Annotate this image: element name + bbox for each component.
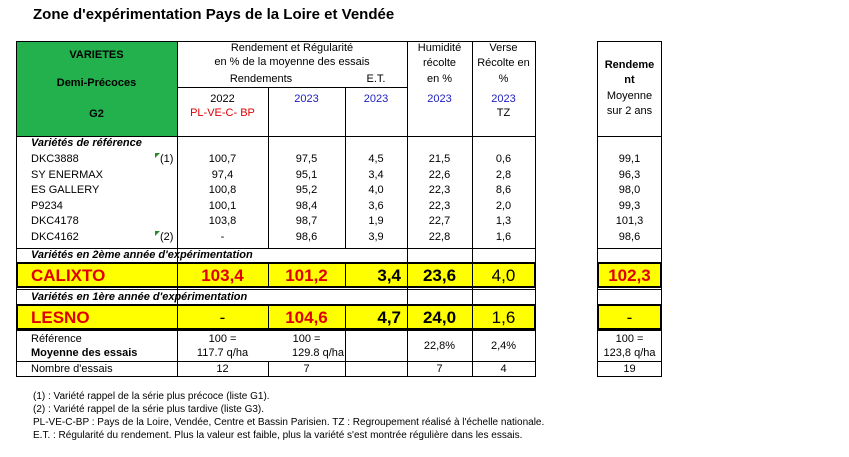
calixto-name: CALIXTO [31, 266, 106, 285]
calixto-verse: 4,0 [491, 266, 516, 285]
reference-cell-et: 4,0 [368, 184, 384, 196]
lesno-hum: 24,0 [422, 308, 457, 327]
nb-2022: 12 [216, 363, 229, 375]
rendements-header: Rendements [229, 73, 293, 85]
group-label: G2 [89, 108, 104, 120]
humidite-header-3: en % [426, 73, 453, 85]
reference-cell-hum: 22,6 [428, 169, 451, 181]
reference-cell-avg: 98,0 [618, 184, 641, 196]
rend-reg-subheader: en % de la moyenne des essais [214, 56, 370, 68]
year-2023-hum: 2023 [427, 93, 452, 105]
lesno-verse: 1,6 [491, 308, 516, 327]
reference-label: Référence [31, 333, 82, 345]
reference-variety-name: P9234 [31, 200, 63, 212]
right-header-1: Rendeme [604, 59, 655, 71]
reference-note: (2) [160, 231, 174, 243]
nb-2023: 7 [303, 363, 310, 375]
right-header-2: nt [624, 74, 635, 86]
reference-cell-avg: 96,3 [618, 169, 641, 181]
note-3: PL-VE-C-BP : Pays de la Loire, Vendée, Centre et Bassin Parisien. TZ : Regroupement réalisé à l'échelle nationale. [33, 417, 545, 428]
reference-cell-verse: 8,6 [495, 184, 512, 196]
calixto-et: 3,4 [377, 266, 401, 285]
reference-cell-hum: 22,3 [428, 184, 451, 196]
ref-2023-l2: 129.8 q/ha [292, 347, 344, 359]
year-2022-zone: PL-VE-C- BP [190, 107, 255, 119]
year-2023-rend: 2023 [294, 93, 319, 105]
section-reference: Variétés de référence [31, 137, 142, 149]
lesno-2022: - [219, 308, 226, 327]
reference-cell-hum: 22,3 [428, 200, 451, 212]
reference-variety-name: DKC3888 [31, 153, 79, 165]
et-header: E.T. [366, 73, 386, 85]
reference-cell-verse: 2,8 [495, 169, 512, 181]
reference-cell-hum: 22,8 [428, 231, 451, 243]
reference-cell-hum: 22,7 [428, 215, 451, 227]
lesno-2023: 104,6 [285, 308, 328, 327]
reference-variety-name: DKC4162 [31, 231, 79, 243]
reference-cell-r2023: 95,1 [295, 169, 318, 181]
calixto-avg: 102,3 [608, 266, 651, 285]
lesno-et: 4,7 [377, 308, 401, 327]
reference-variety-name: ES GALLERY [31, 184, 100, 196]
note-1: (1) : Variété rappel de la série plus précoce (liste G1). [33, 391, 270, 402]
reference-cell-et: 1,9 [368, 215, 384, 227]
page-title: Zone d'expérimentation Pays de la Loire et Vendée [33, 6, 395, 23]
reference-cell-et: 4,5 [368, 153, 384, 165]
reference-cell-et: 3,4 [368, 169, 384, 181]
year-2023-verse: 2023 [491, 93, 516, 105]
reference-cell-r2022: 97,4 [211, 169, 234, 181]
ref-2022-l1: 100 = [208, 333, 237, 345]
comment-marker-icon [155, 231, 160, 236]
ref-hum: 22,8% [423, 340, 456, 352]
note-2: (2) : Variété rappel de la série plus tardive (liste G3). [33, 404, 265, 415]
nb-avg: 19 [623, 363, 636, 375]
comment-marker-icon [155, 153, 160, 158]
varietes-label: VARIETES [69, 49, 124, 61]
tz-label: TZ [496, 107, 511, 119]
reference-cell-avg: 99,1 [618, 153, 641, 165]
reference-cell-r2022: - [220, 231, 225, 243]
calixto-2022: 103,4 [201, 266, 244, 285]
reference-cell-r2023: 97,5 [295, 153, 318, 165]
reference-cell-r2022: 100,7 [208, 153, 237, 165]
reference-cell-verse: 1,3 [495, 215, 512, 227]
reference-cell-avg: 101,3 [615, 215, 644, 227]
year-2023-et: 2023 [363, 93, 389, 105]
reference-cell-r2022: 103,8 [208, 215, 237, 227]
reference-variety-name: DKC4178 [31, 215, 79, 227]
reference-cell-et: 3,6 [368, 200, 384, 212]
reference-cell-avg: 98,6 [618, 231, 641, 243]
reference-cell-verse: 0,6 [495, 153, 512, 165]
verse-header-2: Récolte en [477, 57, 530, 69]
humidite-header-2: récolte [422, 57, 457, 69]
humidite-header: Humidité [417, 42, 462, 54]
verse-header: Verse [489, 42, 518, 54]
lesno-name: LESNO [31, 308, 90, 327]
reference-cell-r2023: 98,7 [295, 215, 318, 227]
calixto-hum: 23,6 [422, 266, 457, 285]
reference-cell-verse: 2,0 [495, 200, 512, 212]
calixto-2023: 101,2 [285, 266, 328, 285]
reference-cell-r2022: 100,8 [208, 184, 237, 196]
reference-cell-et: 3,9 [368, 231, 384, 243]
lesno-avg: - [626, 308, 633, 327]
ref-verse: 2,4% [490, 340, 517, 352]
note-4: E.T. : Régularité du rendement. Plus la valeur est faible, plus la variété s'est montrée régulière dans les essais. [33, 430, 523, 441]
year-2022: 2022 [210, 93, 235, 105]
reference-cell-r2023: 95,2 [295, 184, 318, 196]
reference-cell-hum: 21,5 [428, 153, 451, 165]
ref-2022-l2: 117.7 q/ha [196, 347, 249, 359]
nb-verse: 4 [500, 363, 507, 375]
right-header-3: Moyenne [606, 90, 653, 102]
section-1st-year: Variétés en 1ère année d'expérimentation [31, 291, 248, 303]
reference-variety-name: SY ENERMAX [31, 169, 103, 181]
reference-cell-avg: 99,3 [618, 200, 641, 212]
right-header-4: sur 2 ans [606, 105, 653, 117]
moyenne-label: Moyenne des essais [31, 347, 138, 359]
nb-hum: 7 [436, 363, 443, 375]
section-2nd-year: Variétés en 2ème année d'expérimentation [31, 249, 253, 261]
verse-header-3: % [498, 73, 509, 85]
nb-essais-label: Nombre d'essais [31, 363, 113, 375]
reference-cell-verse: 1,6 [495, 231, 512, 243]
ref-2023-l1: 100 = [292, 333, 321, 345]
ref-avg-l2: 123,8 q/ha [603, 347, 656, 359]
reference-cell-r2022: 100,1 [208, 200, 237, 212]
reference-cell-r2023: 98,4 [295, 200, 318, 212]
rend-reg-header: Rendement et Régularité [230, 42, 354, 54]
demi-precoces-label: Demi-Précoces [56, 77, 137, 89]
reference-note: (1) [160, 153, 174, 165]
reference-cell-r2023: 98,6 [295, 231, 318, 243]
ref-avg-l1: 100 = [615, 333, 644, 345]
